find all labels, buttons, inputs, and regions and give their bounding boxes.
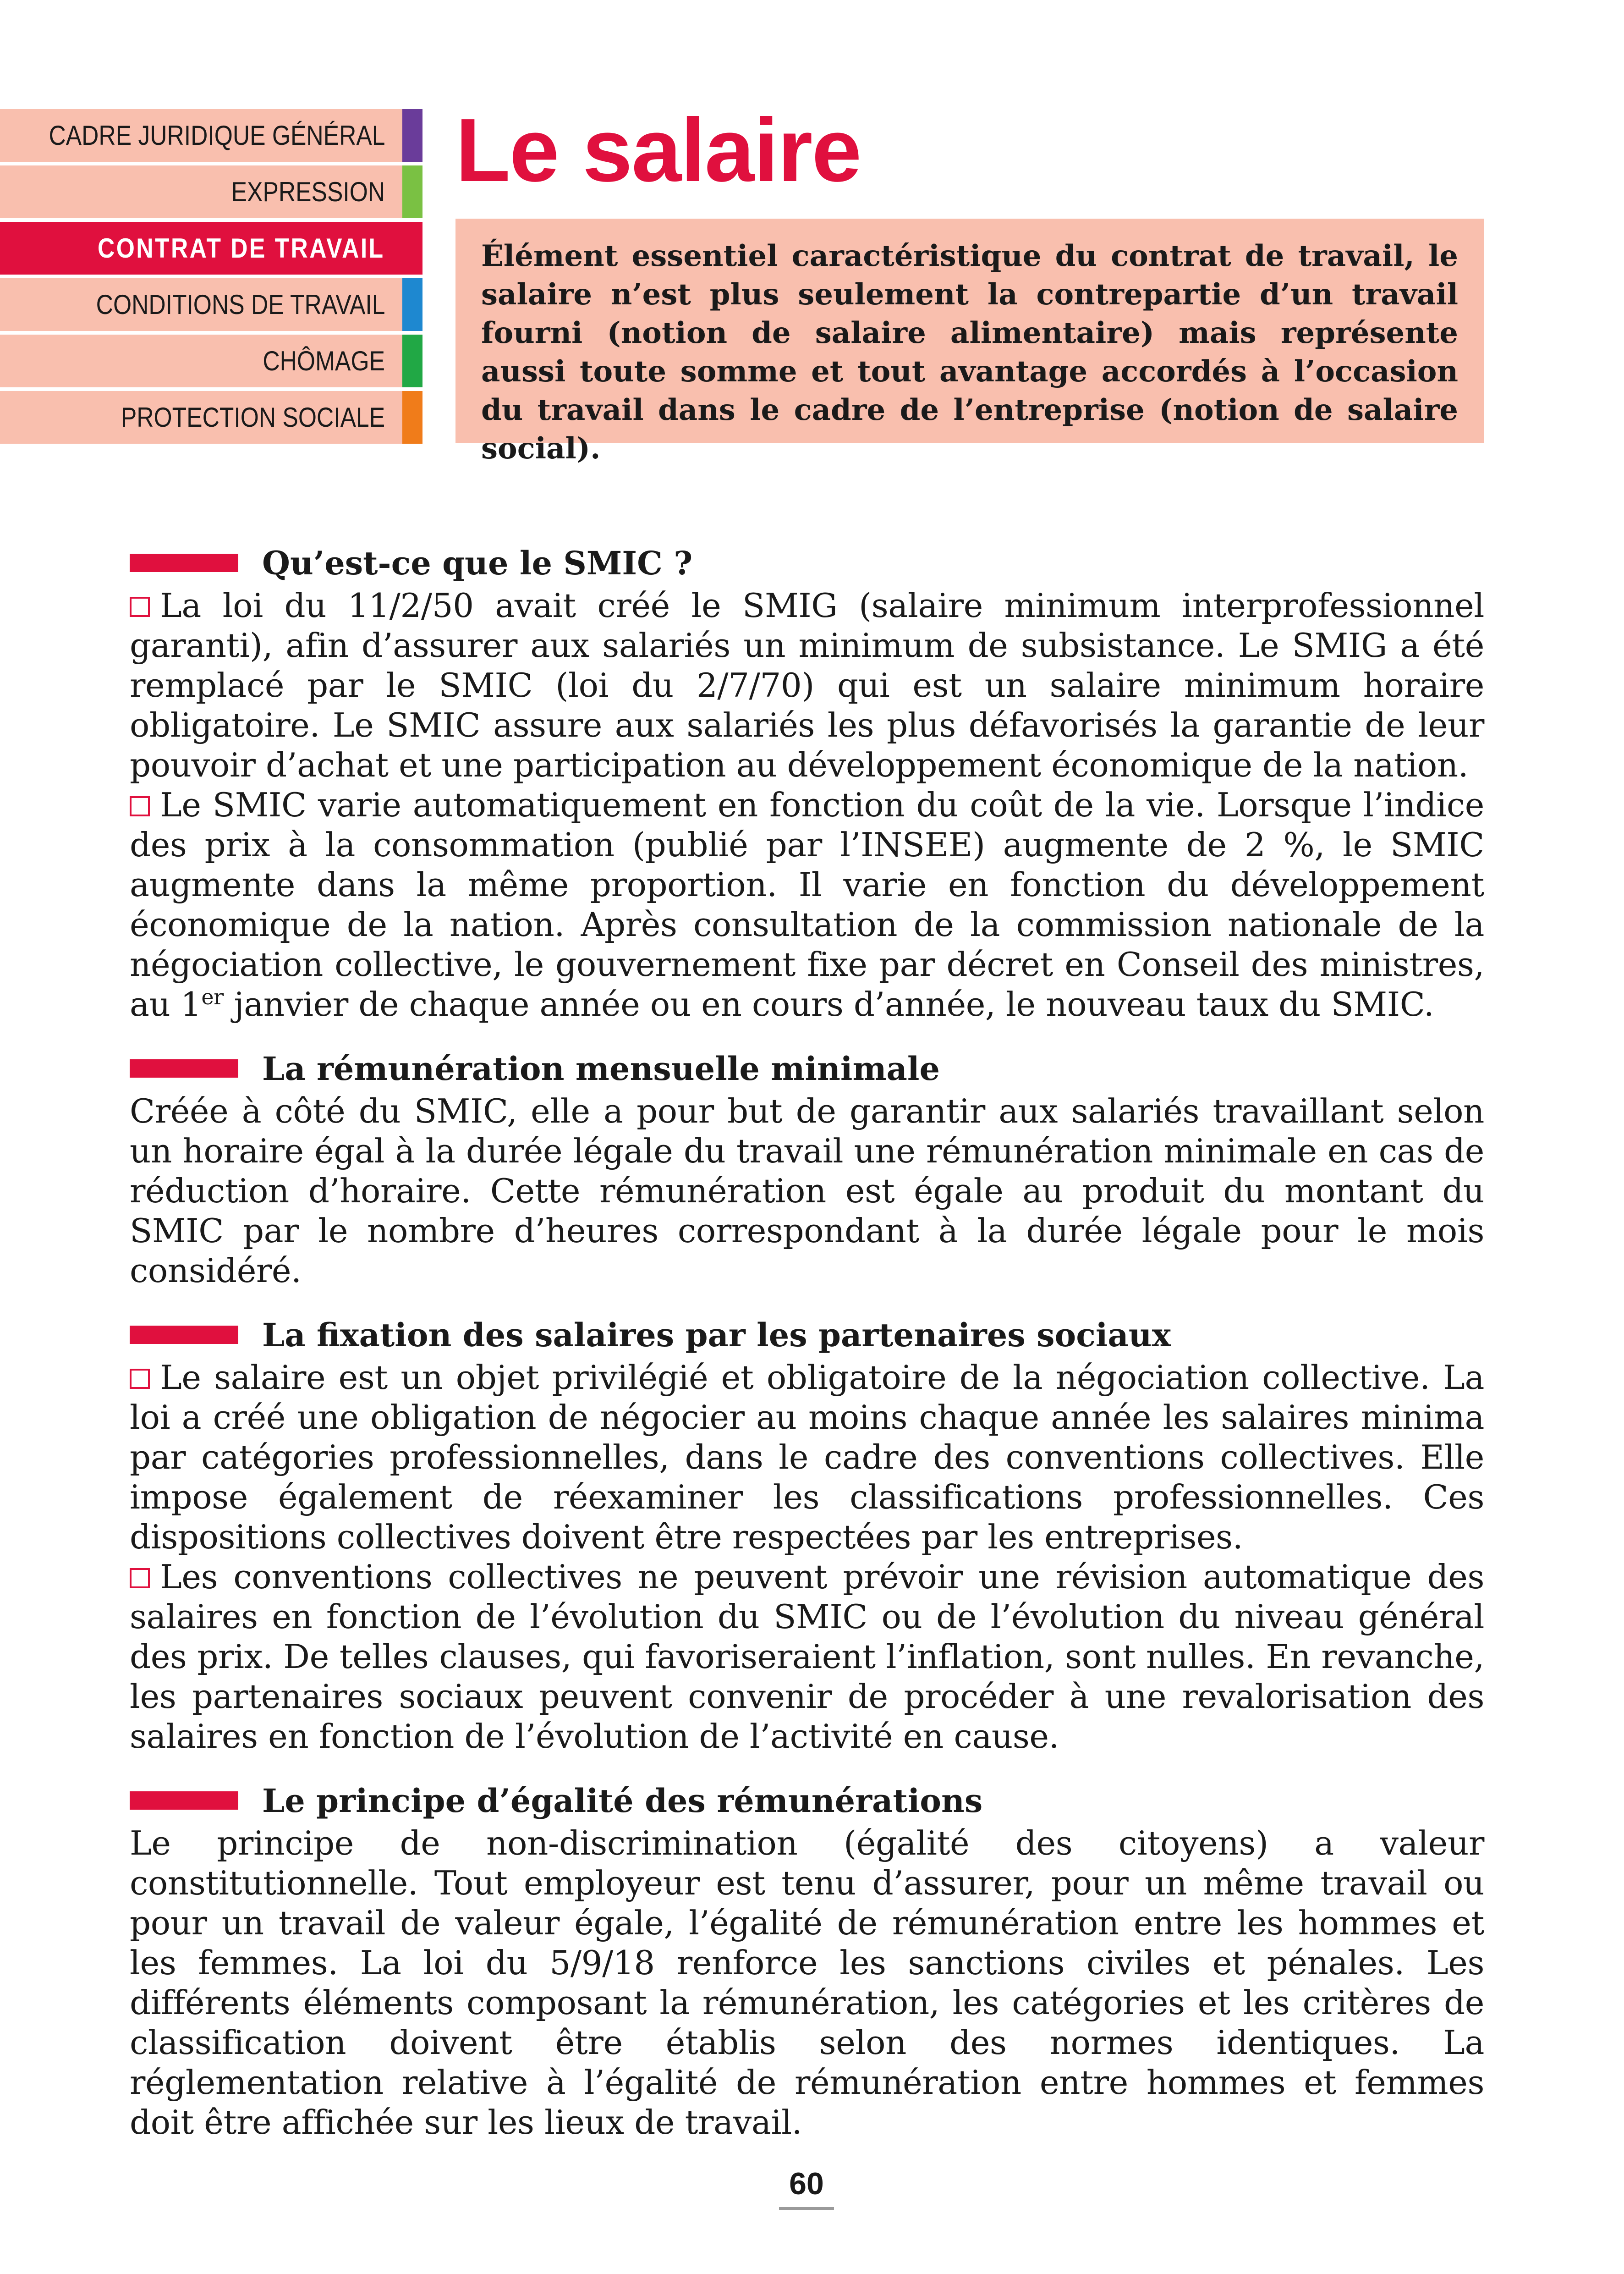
checkbox-bullet-icon (130, 1369, 150, 1389)
section-title: Le principe d’égalité des rémunérations (262, 1781, 983, 1820)
nav-color-bar (402, 222, 422, 275)
nav-item-expression[interactable] (0, 165, 422, 218)
page-number-rule (779, 2207, 834, 2210)
nav-color-bar (402, 335, 422, 387)
checkbox-bullet-icon (130, 796, 150, 816)
paragraph (130, 1091, 1484, 1291)
nav-item-cadre-juridique[interactable] (0, 109, 422, 162)
section-marker (130, 554, 238, 572)
paragraph-text: Le salaire est un objet privilégié et obligatoire de la négociation collective. La loi a créé une obligation de négocier au moins chaque année les salaires minima par catégories professionnelles, dans le cadre des conventions collectives. Elle impose également de réexaminer les classifications professionnelles. Ces dispositions collectives doivent être respectées par les entreprises. (130, 1358, 1484, 1556)
checkbox-bullet-icon (130, 597, 150, 617)
section-header (130, 540, 1484, 586)
nav-color-bar (402, 109, 422, 162)
nav-item-label: EXPRESSION (231, 176, 385, 207)
section-title: La rémunération mensuelle minimale (262, 1049, 940, 1088)
paragraph-text: Le SMIC varie automatiquement en fonction du coût de la vie. Lorsque l’indice des prix à la consommation (publié par l’INSEE) augmente de 2 %, le SMIC augmente dans la même proportion. Il varie en fonction du développement économique de la nation. Après consultation de la commission nationale de la négociation collective, le gouvernement fixe par décret en Conseil des ministres, au 1 (130, 786, 1484, 1024)
section-smic (130, 540, 1484, 1024)
paragraph (130, 586, 1484, 785)
paragraph (130, 1358, 1484, 1557)
section-egalite-remunerations (130, 1778, 1484, 2142)
paragraph-text: janvier de chaque année ou en cours d’année, le nouveau taux du SMIC. (223, 985, 1434, 1024)
section-title: Qu’est-ce que le SMIC ? (262, 544, 693, 582)
paragraph-text: Le principe de non-discrimination (égalité des citoyens) a valeur constitutionnelle. Tout employeur est tenu d’assurer, pour un même travail ou pour un travail de valeur égale, l’égalité de rémunération entre les hommes et les femmes. La loi du 5/9/18 renforce les sanctions civiles et pénales. Les différents éléments composant la rémunération, les catégories et les critères de classification doivent être établis selon des normes identiques. La réglementation relative à l’égalité de rémunération entre hommes et femmes doit être affichée sur les lieux de travail. (130, 1824, 1484, 2142)
section-header (130, 1046, 1484, 1091)
nav-item-contrat-de-travail[interactable] (0, 222, 422, 275)
section-header (130, 1312, 1484, 1358)
checkbox-bullet-icon (130, 1568, 150, 1588)
paragraph-text: Les conventions collectives ne peuvent prévoir une révision automatique des salaires en fonction de l’évolution du SMIC ou de l’évolution du niveau général des prix. De telles clauses, qui favoriseraient l’inflation, sont nulles. En revanche, les partenaires sociaux peuvent convenir de procéder à une revalorisation des salaires en fonction de l’évolution de l’activité en cause. (130, 1558, 1484, 1756)
page-number: 60 (789, 2166, 824, 2201)
section-remuneration-minimale (130, 1046, 1484, 1291)
paragraph-text: Créée à côté du SMIC, elle a pour but de garantir aux salariés travaillant selon un horaire égal à la durée légale du travail une rémunération minimale en cas de réduction d’horaire. Cette rémunération est égale au produit du montant du SMIC par le nombre d’heures correspondant à la durée légale pour le mois considéré. (130, 1092, 1484, 1290)
nav-item-label: PROTECTION SOCIALE (121, 402, 385, 433)
nav-item-conditions-de-travail[interactable] (0, 278, 422, 331)
chapter-nav (0, 109, 422, 447)
nav-item-label: CHÔMAGE (263, 346, 385, 376)
section-marker (130, 1059, 238, 1078)
paragraph (130, 785, 1484, 1024)
section-marker (130, 1326, 238, 1344)
nav-color-bar (402, 165, 422, 218)
main-content (130, 540, 1484, 2164)
page-title: Le salaire (455, 100, 861, 200)
section-title: La fixation des salaires par les partenaires sociaux (262, 1316, 1171, 1354)
paragraph (130, 1557, 1484, 1756)
nav-color-bar (402, 391, 422, 444)
nav-color-bar (402, 278, 422, 331)
nav-item-chomage[interactable] (0, 335, 422, 387)
nav-item-label: CONTRAT DE TRAVAIL (98, 233, 385, 264)
nav-item-label: CONDITIONS DE TRAVAIL (96, 289, 385, 320)
intro-box: Élément essentiel caractéristique du contrat de travail, le salaire n’est plus seulement la contrepartie d’un travail fourni (notion de salaire alimentaire) mais représente aussi toute somme et tout avantage accordés à l’occasion du travail dans le cadre de l’entreprise (notion de salaire social). (455, 219, 1484, 443)
section-header (130, 1778, 1484, 1823)
paragraph-text: La loi du 11/2/50 avait créé le SMIG (salaire minimum interprofessionnel garanti), afin d’assurer aux salariés un minimum de subsistance. Le SMIG a été remplacé par le SMIC (loi du 2/7/70) qui est un salaire minimum horaire obligatoire. Le SMIC assure aux salariés les plus défavorisés la garantie de leur pouvoir d’achat et une participation au développement économique de la nation. (130, 586, 1484, 784)
section-fixation-salaires (130, 1312, 1484, 1756)
nav-item-label: CADRE JURIDIQUE GÉNÉRAL (49, 120, 385, 151)
paragraph (130, 1823, 1484, 2142)
section-marker (130, 1791, 238, 1810)
nav-item-protection-sociale[interactable] (0, 391, 422, 444)
superscript: er (201, 985, 224, 1009)
